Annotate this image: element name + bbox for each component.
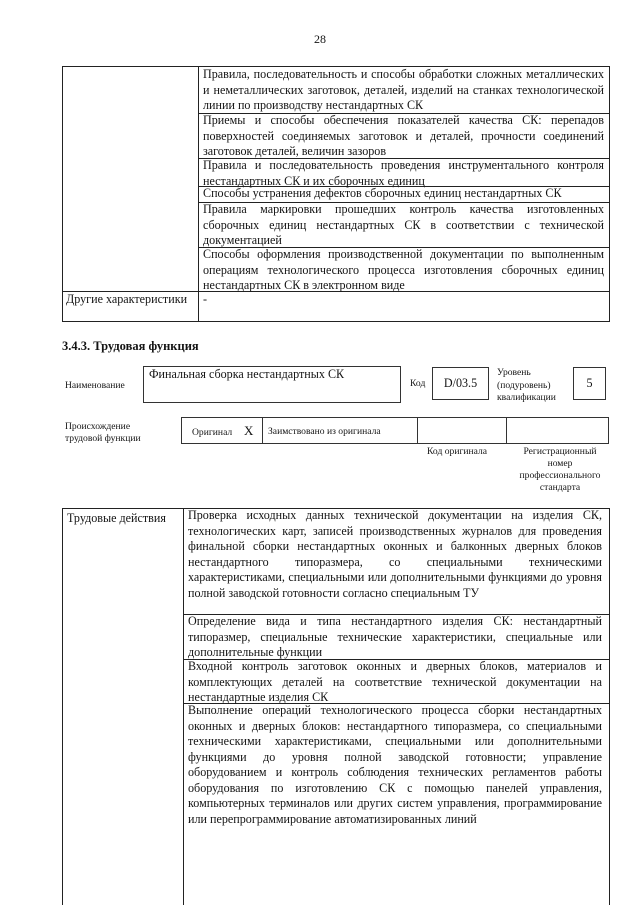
code-original-label: Код оригинала (427, 446, 488, 457)
level-value: 5 (586, 376, 593, 390)
name-field (143, 366, 401, 403)
labor-action-row: Выполнение операций технологического процесса сборки нестандартных оконных и дверных блоков: нестандартного типоразмера, со специальными техническими характеристиками, специальными или дополнительными функциями до уровня полной заводской готовности; управление оборудованием и контроль соблюдения технических регламентов работы оборудования по изготовлению СК с помощью панелей управления, компьютерных терминалов или других систем управления, программирование или перепрограммирование автоматизированных линий (188, 703, 602, 826)
page-number: 28 (314, 32, 326, 46)
knowledge-table (62, 66, 610, 322)
knowledge-row: Правила и последовательность проведения инструментального контроля нестандартных СК и их сборочных единиц (203, 158, 604, 188)
labor-action-row: Проверка исходных данных технической документации на изделия СК, технологических карт, записей производственных журналов для проведения финальной сборки нестандартных оконных и балконных дверных блоков нестандартного типоразмера, со специальными техническими характеристиками, специальными или дополнительными функциями до уровня полной заводской готовности согласно специальным ТУ (188, 508, 602, 600)
code-value: D/03.5 (443, 376, 478, 390)
name-value: Финальная сборка нестандартных СК (149, 367, 345, 381)
origin-label: Происхождение трудовой функции (65, 421, 141, 444)
section-title: 3.4.3. Трудовая функция (62, 339, 199, 353)
labor-actions-label: Трудовые действия (67, 511, 166, 525)
code-field (432, 367, 489, 400)
original-label: Оригинал (192, 427, 233, 438)
knowledge-row: Правила маркировки прошедших контроль качества изготовленных сборочных единиц нестандартных СК в соответствии с технической документацией (203, 202, 604, 247)
other-characteristics-label: Другие характеристики (66, 292, 188, 306)
labor-action-row: Определение вида и типа нестандартного изделия СК: нестандартный типоразмер, специальные технические характеристики, специальные или дополнительные функции (188, 614, 602, 659)
other-characteristics-value: - (203, 292, 208, 306)
labor-action-row: Входной контроль заготовок оконных и дверных блоков, материалов и комплектующих деталей на соответствие технической документации на нестандартные изделия СК (188, 659, 602, 704)
reg-number-label: Регистрационный номер профессионального стандарта (519, 446, 601, 493)
original-mark: X (244, 423, 254, 438)
name-label: Наименование (65, 380, 125, 391)
knowledge-row: Способы оформления производственной документации по выполненным операциям технологического процесса изготовления сборочных единиц нестандартных СК в электронном виде (203, 247, 604, 292)
level-label: Уровень (подуровень) квалификации (497, 367, 556, 403)
level-field (573, 367, 606, 400)
code-label: Код (410, 378, 426, 389)
borrowed-label: Заимствовано из оригинала (268, 426, 381, 437)
knowledge-row: Приемы и способы обеспечения показателей качества СК: перепадов поверхностей соединяемых заготовок и деталей, прочности соединений заготовок деталей, величин зазоров (203, 113, 604, 158)
knowledge-row: Способы устранения дефектов сборочных единиц нестандартных СК (203, 186, 562, 200)
knowledge-row: Правила, последовательность и способы обработки сложных металлических и неметаллических заготовок, деталей, изделий на станках технологической линии по производству нестандартных СК (203, 67, 604, 112)
origin-row (181, 417, 609, 444)
